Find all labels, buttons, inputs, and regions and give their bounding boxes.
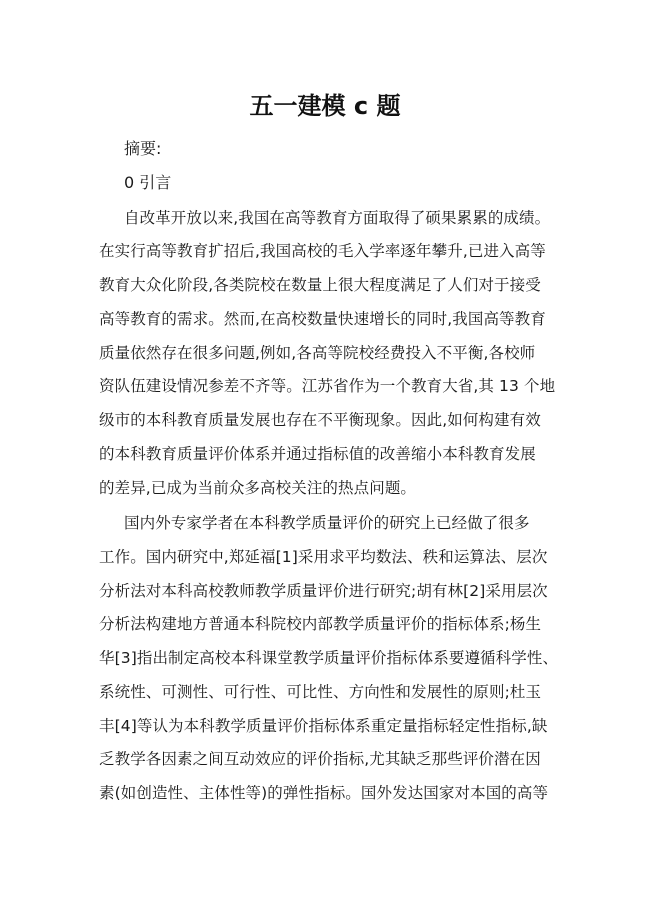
document-title: 五一建模 c 题 [249, 92, 401, 120]
paragraph-2-line: 分析法对本科高校教师教学质量评价进行研究;胡有林[2]采用层次 [99, 582, 548, 600]
paragraph-1-line: 质量依然存在很多问题,例如,各高等院校经费投入不平衡,各校师 [99, 344, 536, 362]
abstract-label: 摘要: [124, 139, 162, 158]
paragraph-2-line: 华[3]指出制定高校本科课堂教学质量评价指标体系要遵循科学性、 [99, 649, 559, 667]
paragraph-1-line: 高等教育的需求。然而,在高校数量快速增长的同时,我国高等教育 [99, 310, 546, 328]
paragraph-1-line: 教育大众化阶段,各类院校在数量上很大程度满足了人们对于接受 [99, 276, 541, 294]
paragraph-2-line: 丰[4]等认为本科教学质量评价指标体系重定量指标轻定性指标,缺 [99, 717, 548, 735]
paragraph-2-line: 素(如创造性、主体性等)的弹性指标。国外发达国家对本国的高等 [99, 784, 549, 802]
paragraph-1-line: 在实行高等教育扩招后,我国高校的毛入学率逐年攀升,已进入高等 [99, 242, 546, 260]
paragraph-1-line: 的本科教育质量评价体系并通过指标值的改善缩小本科教育发展 [99, 445, 536, 463]
paragraph-1-line: 资队伍建设情况参差不齐等。江苏省作为一个教育大省,其 13 个地 [99, 377, 556, 395]
paragraph-1-line: 自改革开放以来,我国在高等教育方面取得了硕果累累的成绩。 [124, 209, 551, 227]
paragraph-1-line: 级市的本科教育质量发展也存在不平衡现象。因此,如何构建有效 [99, 411, 541, 429]
paragraph-1-line: 的差异,已成为当前众多高校关注的热点问题。 [99, 479, 417, 497]
paragraph-2-line: 乏教学各因素之间互动效应的评价指标,尤其缺乏那些评价潜在因 [99, 750, 541, 768]
section-heading-introduction: 0 引言 [124, 173, 172, 192]
paragraph-2-line: 系统性、可测性、可行性、可比性、方向性和发展性的原则;杜玉 [99, 683, 542, 701]
paragraph-2-line: 分析法构建地方普通本科院校内部教学质量评价的指标体系;杨生 [99, 615, 542, 633]
paragraph-2-line: 工作。国内研究中,郑延福[1]采用求平均数法、秩和运算法、层次 [99, 548, 548, 566]
paragraph-2-line: 国内外专家学者在本科教学质量评价的研究上已经做了很多 [124, 514, 530, 532]
